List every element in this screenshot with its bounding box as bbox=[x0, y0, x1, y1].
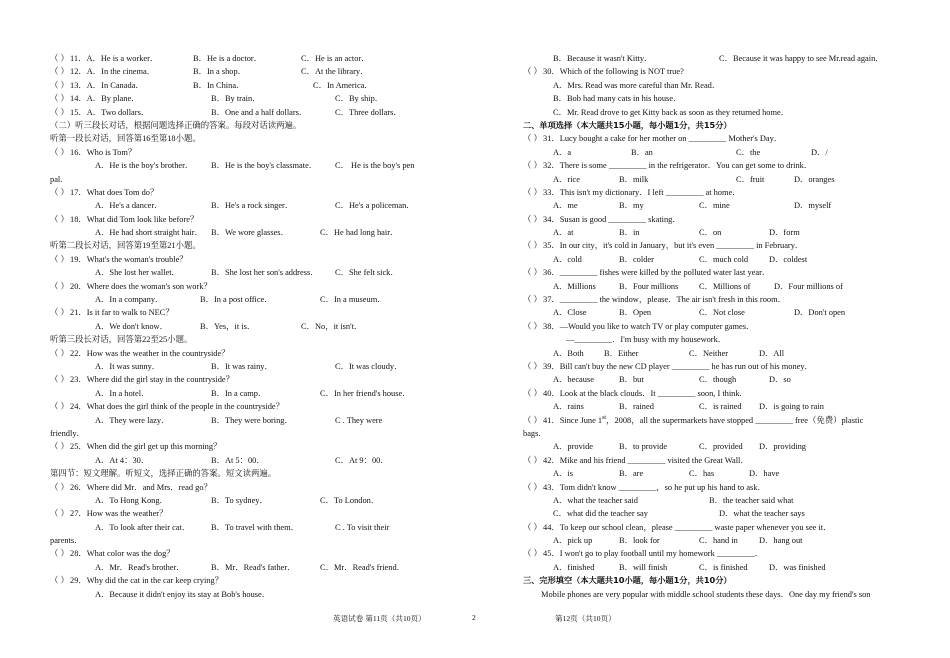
question-26: （ ） 26．Where did Mr．and Mrs．read go？ bbox=[50, 482, 212, 492]
dialog-2-intro: 听第二段长对话，回答第19至第21小题。 bbox=[50, 241, 201, 251]
footer-sheet-number: 2 bbox=[472, 613, 476, 622]
question-20-options: A．In a company． B．In a post office． C．In a museum． bbox=[95, 295, 386, 305]
dialog-3-intro: 听第三段长对话，回答第22至25小题。 bbox=[50, 335, 193, 345]
question-43: （ ） 43．Tom didn't know _________，so he put up his hand to ask． bbox=[523, 482, 766, 492]
question-24-options-cont: friendly． bbox=[50, 428, 85, 438]
listening-section-a bbox=[50, 52, 442, 119]
question-31: （ ） 31．Lucy bought a cake for her mother on _________ Mother's Day． bbox=[523, 134, 783, 144]
question-25-options: A．At 4：30． B．At 5：00． C．At 9：00． bbox=[95, 455, 389, 465]
question-45: （ ） 45．I won't go to play football until my homework _________． bbox=[523, 549, 763, 559]
question-29-option-a: A．Because it didn't enjoy its stay at Bob's house． bbox=[95, 589, 271, 599]
question-20: （ ） 20．Where does the woman's son work？ bbox=[50, 281, 212, 291]
question-43-options-ab: A．what the teacher said B．the teacher said what bbox=[553, 495, 794, 505]
question-14: （ ） 14．A．By plane． B．By train． C．By ship． bbox=[50, 94, 384, 104]
question-30-option-a: A．Mrs. Read was more careful than Mr. Read． bbox=[553, 80, 721, 90]
question-42-options: A．is B．are C．has D．have bbox=[553, 469, 780, 479]
question-30: （ ） 30．Which of the following is NOT true? bbox=[523, 67, 684, 77]
question-37: （ ） 37．_________ the window，please．The air isn't fresh in this room． bbox=[523, 295, 786, 305]
question-16-options-cont: pal. bbox=[50, 174, 63, 184]
question-16: （ ） 16．Who is Tom？ bbox=[50, 147, 137, 157]
question-29: （ ） 29．Why did the cat in the car keep crying？ bbox=[50, 576, 224, 586]
question-17: （ ） 17．What does Tom do？ bbox=[50, 187, 159, 197]
section-heading-multiple-choice: 二、单项选择（本大题共15小题，每小题1分，共15分） bbox=[523, 119, 732, 130]
question-44: （ ） 44．To keep our school clean，please _________ waste paper whenever you see it． bbox=[523, 522, 832, 532]
question-22: （ ） 22．How was the weather in the countryside？ bbox=[50, 348, 230, 358]
right-page bbox=[523, 52, 908, 601]
question-19-options: A．She lost her wallet． B．She lost her son's address． C．She felt sick． bbox=[95, 268, 399, 278]
multiple-choice-block-2 bbox=[523, 360, 908, 414]
question-11: （ ） 11．A．He is a worker． B．He is a doctor． C．He is an actor． bbox=[50, 54, 370, 63]
question-43-options-cd: C．what did the teacher say D．what the teacher says bbox=[553, 509, 805, 519]
question-40-options: A．rains B．rained C．is rained D．is going to rain bbox=[553, 402, 824, 412]
left-page bbox=[50, 52, 442, 601]
question-15: （ ） 15．A．Two dollars． B．One and a half dollars． C．Three dollars． bbox=[50, 107, 402, 117]
question-28-options: A．Mr．Read's brother． B．Mr．Read's father． C．Mr．Read's friend． bbox=[95, 562, 406, 572]
question-29-option-b: B．Because it wasn't Kitty． C．Because it was happy to see Mr.read again． bbox=[553, 54, 884, 63]
question-32: （ ） 32．There is some _________ in the refrigerator．You can get some to drink． bbox=[523, 161, 813, 171]
question-40: （ ） 40．Look at the black clouds．It _________ soon, I think. bbox=[523, 388, 742, 398]
question-22-options: A．It was sunny． B．It was rainy． C．It was cloudy． bbox=[95, 361, 403, 371]
multiple-choice-block bbox=[523, 132, 908, 319]
question-35-options: A．cold B．colder C．much cold D．coldest bbox=[553, 254, 808, 264]
question-34-options: A．at B．in C．on D．form bbox=[553, 228, 800, 238]
question-27-options: A．To look after their cat． B．To travel with them． C . To visit their bbox=[95, 522, 390, 532]
question-23-options: A．In a hotel． B．In a camp． C．In her friend's house． bbox=[95, 388, 411, 398]
question-38: （ ） 38．—Would you like to watch TV or play computer games． bbox=[523, 321, 755, 331]
question-45-options: A．finished B．will finish C．is finished D．was finished bbox=[553, 562, 826, 572]
question-23: （ ） 23．Where did the girl stay in the countryside？ bbox=[50, 375, 234, 385]
question-33: （ ） 33．This isn't my dictionary．I left _________ at home． bbox=[523, 187, 741, 197]
question-30-option-c: C．Mr. Read drove to get Kitty back as soon as they returned home． bbox=[553, 107, 790, 117]
question-12: （ ） 12．A．In the cinema． B．In a shop． C．At the library． bbox=[50, 67, 369, 77]
question-37-options: A．Close B．Open C．Not close D．Don't open bbox=[553, 308, 846, 318]
cloze-passage-start: Mobile phones are very popular with middle school students these days．One day my friend's son bbox=[541, 589, 871, 599]
question-28: （ ） 28．What color was the dog？ bbox=[50, 549, 175, 559]
question-21: （ ） 21．Is it far to walk to NEC？ bbox=[50, 308, 174, 318]
question-26-options: A．To Hong Kong． B．To sydney． C．To London． bbox=[95, 495, 380, 505]
section-4-title: 第四节：短文理解。听短文，选择正确的答案。短文读两遍。 bbox=[50, 469, 277, 479]
footer-right-page-number: 第12页（共10页） bbox=[555, 614, 616, 623]
question-39: （ ） 39．Bill can't buy the new CD player _________ he has run out of his money． bbox=[523, 361, 813, 371]
question-17-options: A．He's a dancer． B．He's a rock singer． C．He's a policeman． bbox=[95, 201, 415, 211]
question-41: （ ） 41．Since June 1st，2008，all the supermarkets have stopped _________ free（免费）plastic bbox=[523, 414, 864, 425]
question-34: （ ） 34．Susan is good _________ skating． bbox=[523, 214, 681, 224]
question-42: （ ） 42．Mike and his friend _________ visited the Great Wall． bbox=[523, 455, 749, 465]
question-39-options: A．because B．but C．though D．so bbox=[553, 375, 791, 385]
question-18: （ ） 18．What did Tom look like before？ bbox=[50, 214, 199, 224]
dialog-1-intro: 听第一段长对话，回答第16至第18小题。 bbox=[50, 134, 201, 144]
question-16-options: A．He is the boy's brother． B．He is the boy's classmate． C． He is the boy's pen bbox=[95, 161, 415, 171]
question-38-reply: —_________．I'm busy with my housework． bbox=[566, 335, 727, 345]
section-heading-cloze: 三、完形填空（本大题共10小题，每小题1分，共10分） bbox=[523, 575, 732, 586]
section-2-title: （二）听三段长对话，根据问题选择正确的答案。每段对话读两遍。 bbox=[50, 120, 302, 130]
question-25: （ ） 25．When did the girl get up this morning？ bbox=[50, 442, 222, 452]
question-36-options: A．Millions B．Four millions C．Millions of D．Four millions of bbox=[553, 281, 843, 291]
question-27: （ ） 27．How was the weather？ bbox=[50, 509, 168, 519]
question-31-options: A．a B．an C．the D．/ bbox=[553, 147, 828, 157]
question-44-options: A．pick up B．look for C．hand in D．hang out bbox=[553, 536, 803, 546]
question-41-cont: bags. bbox=[523, 428, 541, 438]
question-24-options: A．They were lazy． B．They were boring． C . They were bbox=[95, 415, 383, 425]
question-35: （ ） 35．In our city，it's cold in January，but it's even _________ in February． bbox=[523, 241, 804, 251]
question-21-options: A．We don't know． B．Yes，it is． C．No，it isn't． bbox=[95, 321, 363, 331]
footer-left-page-number: 英语试卷 第11页（共10页） bbox=[333, 614, 426, 623]
question-33-options: A．me B．my C．mine D．myself bbox=[553, 201, 832, 211]
question-32-options: A．rice B．milk C．fruit D．oranges bbox=[553, 174, 835, 184]
question-24: （ ） 24．What does the girl think of the people in the countryside？ bbox=[50, 402, 284, 412]
question-19: （ ） 19．What's the woman's trouble？ bbox=[50, 254, 188, 264]
question-13: （ ） 13．A．In Canada． B．In China． C．In America． bbox=[50, 80, 373, 90]
question-27-options-cont: parents． bbox=[50, 536, 83, 546]
question-38-options: A．Both B．Either C．Neither D．All bbox=[553, 348, 785, 358]
question-18-options: A．He had short straight hair． B．We wore glasses． C．He had long hair． bbox=[95, 228, 399, 238]
question-30-option-b: B．Bob had many cats in his house． bbox=[553, 94, 682, 104]
question-41-options: A．provide B．to provide C．provided D．providing bbox=[553, 442, 806, 452]
question-36: （ ） 36．_________ fishes were killed by the polluted water last year． bbox=[523, 268, 771, 278]
